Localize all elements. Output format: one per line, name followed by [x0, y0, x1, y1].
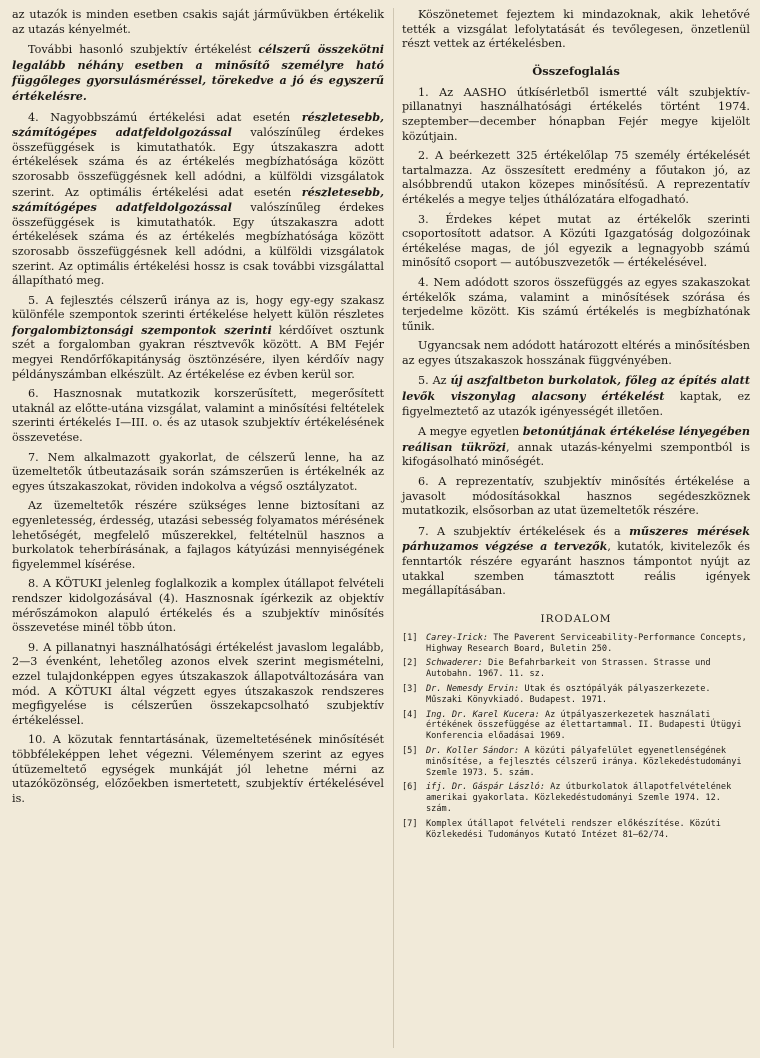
column-divider	[393, 8, 394, 1048]
text-run: kaptak, ez figyelmeztető az utazók igényességét illetően.	[402, 390, 750, 418]
left-column	[12, 8, 384, 811]
summary-item: 6. A reprezentatív, szubjektív minősítés értékelése a javasolt módosításokkal hasznos segédeszköznek mutatkozik, elsősorban az utat üzemeltetők részére.	[402, 475, 750, 518]
reference-author: ifj. Dr. Gáspár László:	[426, 782, 545, 793]
reference-item	[402, 684, 750, 706]
paragraph: 7. Nem alkalmazott gyakorlat, de célszerű lenne, ha az üzemeltetők útbeutazásaik során számszerűen is értékelnék az egyes útszakaszokat, röviden indokolva a végső osztályzatot.	[12, 450, 384, 493]
reference-author: Schwaderer:	[426, 658, 483, 669]
reference-text: Az útburkolatok állapotfelvételének amerikai gyakorlata. Közlekedéstudományi Szemle 1974. 12. szám.	[426, 782, 732, 814]
summary-item: 3. Érdekes képet mutat az értékelők szerinti csoportosított adatsor. A Közúti Igazgatóság dolgozóinak értékelése magas, de jól egyezik a legnagyobb számú minősítő csoport — autóbuszvezetők — értékelésével.	[402, 212, 750, 270]
reference-author: Dr. Koller Sándor:	[426, 745, 520, 756]
paragraph: Köszönetemet fejeztem ki mindazoknak, akik lehetővé tették a vizsgálat lefolytatását és tevőlegesen, önzetlenül részt vettek az értékelésben.	[402, 8, 750, 51]
reference-number: [7]	[402, 818, 418, 829]
text-run: , kutatók, kivitelezők és fenntartók részére egyaránt hasznos támpontot nyújt az utakkal szemben támasztott reális igények megállapításában.	[402, 540, 750, 598]
reference-item	[402, 782, 750, 814]
text-run: valószínűleg érdekes összefüggések is kimutathatók. Egy útszakaszra adott értékelések száma és az értékelés megbízhatósága között szorosabb összefüggésnek kell adódni, a külföldi vizsgálatok szerint. Az optimális értékelési adat esetén	[12, 126, 384, 199]
text-run: kérdőívet osztunk szét a forgalomban gyakran résztvevők között. A BM Fejér megyei Rendőrfőkapitányság ösztönzésére, ilyen kérdőív nagy példányszámban elkészült. Az értékelése ez évben kerül sor.	[12, 323, 384, 381]
emphasis: műszeres mérések párhuzamos végzése a tervezők	[402, 523, 750, 554]
reference-author: Ing. Dr. Karel Kucera:	[426, 709, 540, 720]
paragraph: 10. A közutak fenntartásának, üzemeltetésének minősítését többféleképpen lehet végezni. Véleményem szerint az egyes útüzemeltető egységek munkáját jól lehetne mérni az utazóközönség, előzőekben ismertetett, szubjektív értékelésével is.	[12, 733, 384, 805]
paragraph: Az üzemeltetők részére szükséges lenne biztosítani az egyenletesség, érdesség, utazási sebesség folyamatos mérésének lehetőségét, megfelelő műszerekkel, feltételnül hasznos a burkolatok teherbírásának, a fajlagos kátyúzási mennyiségének figyelemmel kísérése.	[12, 499, 384, 571]
paragraph: 6. Hasznosnak mutatkozik korszerűsített, megerősített utaknál az előtte-utána vizsgálat, valamint a minősítési feltételek szerinti értékelés I—III. o. és az utasok szubjektív értékelésének összevetése.	[12, 387, 384, 445]
summary-heading: Összefoglalás	[532, 63, 620, 78]
text-run: 7. A szubjektív értékelések és a	[418, 524, 630, 538]
emphasis: betonútjának értékelése lényegében reálisan tükrözi	[402, 424, 751, 454]
reference-text: The Paverent Serviceability-Performance Concepts, Highway Research Board, Buletin 250.	[426, 632, 747, 654]
paragraph: az utazók is minden esetben csakis saját járművükben értékelik az utazás kényelmét.	[12, 8, 384, 36]
emphasis: új aszfaltbeton burkolatok, főleg az építés alatt levők viszonylag alacsony értékelést	[402, 373, 750, 404]
summary-item	[402, 524, 750, 599]
text-run: 5. A fejlesztés célszerű iránya az is, hogy egy-egy szakasz különféle szempontok szerinti értékelése helyett külön részletes	[12, 293, 384, 322]
references-heading: IRODALOM	[540, 612, 612, 625]
emphasis: forgalombiztonsági szempontok szerinti	[12, 322, 272, 337]
summary-item	[402, 373, 750, 419]
emphasis: részletesebb, számítógépes adatfeldolgozással	[12, 184, 384, 215]
summary-item: 1. Az AASHO útkísérletből ismertté vált szubjektív-pillanatnyi használhatósági értékelés történt 1974. szeptember—december hónapban Fejér megye kijelölt közútjain.	[402, 85, 750, 143]
reference-item	[402, 658, 750, 680]
paragraph: 8. A KÖTUKI jelenleg foglalkozik a komplex útállapot felvételi rendszer kidolgozásával (4). Hasznosnak ígérkezik az objektív mérőszámokon alapuló értékelés és a szubjektív minősítés összevetése minél több úton.	[12, 577, 384, 635]
reference-number: [1]	[402, 632, 418, 643]
reference-author: Dr. Nemesdy Ervin:	[426, 683, 520, 694]
reference-text: Utak és osztópályák pályaszerkezete. Műszaki Könyvkiadó. Budapest. 1971.	[426, 683, 711, 705]
summary-item: 2. A beérkezett 325 értékelőlap 75 személy értékelését tartalmazza. Az összesített eredmény a főutakon jó, az alsóbbrendű utakon közepes minősítésű. A reprezentatív értékelés a megye teljes úthálózatára elfogadható.	[402, 149, 750, 206]
text-run: További hasonló szubjektív értékelést	[28, 43, 259, 57]
paragraph	[12, 42, 384, 104]
text-run: 5. Az	[418, 374, 451, 388]
summary-item: 4. Nem adódott szoros összefüggés az egyes szakaszokat értékelők száma, valamint a minősítések szórása és terjedelme között. Kis számú értékelés is megbízhatónak tűnik.	[402, 275, 750, 333]
paragraph	[12, 110, 384, 289]
summary-item	[402, 424, 750, 470]
reference-text: Az útpályaszerkezetek használati értékének összefüggése az élettartammal. II. Budapesti Útügyi Konferencia előadásai 1969.	[426, 709, 742, 742]
reference-item	[402, 710, 750, 742]
emphasis: célszerű összekötni legalább néhány esetben a minősítő személyre ható függőleges gyorsulásméréssel, törekedve a jó és egyszerű értékelésre.	[12, 42, 384, 103]
reference-number: [2]	[402, 658, 418, 669]
reference-item	[402, 746, 750, 778]
reference-text: A közúti pályafelület egyenetlenségének minősítése, a fejlesztés célszerű iránya. Közlekedéstudományi Szemle 1973. 5. szám.	[426, 745, 742, 778]
text-run: valószínűleg érdekes összefüggések is kimutathatók. Egy útszakaszra adott értékelések száma és az értékelés megbízhatósága között szorosabb összefüggésnek kell adódni, a külföldi vizsgálatok szerint. Az optimális értékelési hossz is csak további vizsgálattal állapítható meg.	[12, 201, 384, 288]
paragraph	[12, 294, 384, 383]
text-run: A megye egyetlen	[418, 425, 523, 439]
reference-author: Carey-Irick:	[426, 632, 489, 643]
reference-number: [5]	[402, 745, 418, 756]
text-run: , annak utazás-kényelmi szempontból is kifogásolható minőségét.	[402, 440, 750, 469]
reference-item	[402, 633, 750, 655]
paragraph: 9. A pillanatnyi használhatósági értékelést javaslom legalább, 2—3 évenként, lehetőleg azonos elvek szerint megismételni, ezzel tulajdonképpen egyes útszakaszok állapotváltozására van mód. A KÖTUKI által végzett egyes útszakaszok rendszeres megfigyelése is célszerűen összekapcsolható szubjektív értékeléssel.	[12, 640, 384, 727]
reference-text: Komplex útállapot felvételi rendszer előkészítése. Közúti Közlekedési Tudományos Kutató Intézet 81—62/74.	[426, 818, 721, 840]
summary-item: Ugyancsak nem adódott határozott eltérés a minősítésben az egyes útszakaszok hosszának függvényében.	[402, 339, 750, 367]
text-run: 4. Nagyobbszámú értékelési adat esetén	[28, 110, 302, 124]
emphasis: részletesebb, számítógépes adatfeldolgozással	[12, 109, 384, 140]
reference-text: Die Befahrbarkeit von Strassen. Strasse und Autobahn. 1967. 11. sz.	[426, 658, 711, 680]
right-column	[402, 8, 750, 844]
reference-number: [3]	[402, 683, 418, 694]
reference-item	[402, 819, 750, 841]
reference-number: [4]	[402, 709, 418, 720]
references-list	[402, 633, 750, 841]
reference-number: [6]	[402, 782, 418, 793]
